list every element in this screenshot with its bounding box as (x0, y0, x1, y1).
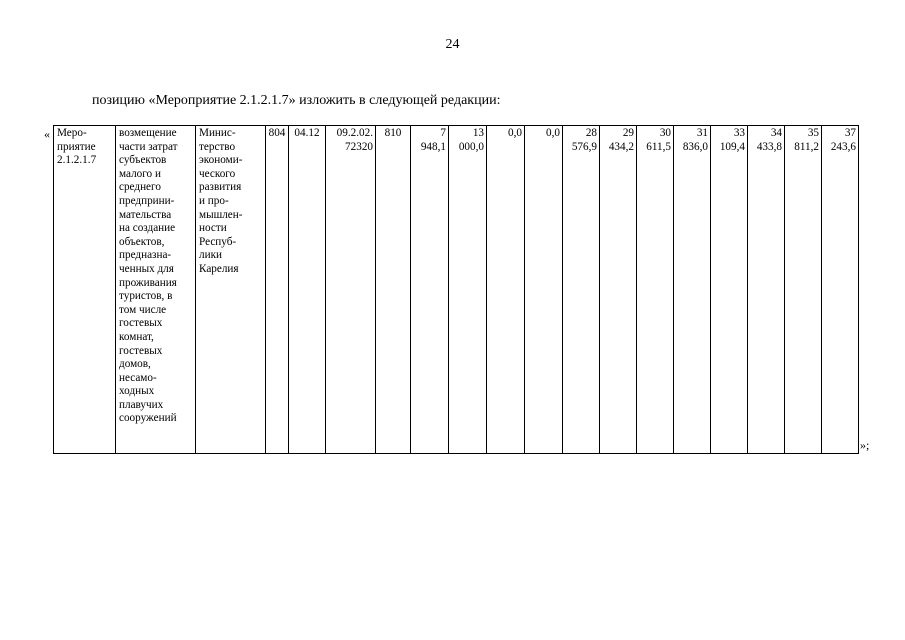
value-cell: 29 434,2 (600, 126, 637, 454)
table-row (54, 126, 859, 454)
measure-name-cell: Меро- приятие 2.1.2.1.7 (54, 126, 116, 454)
open-quote: « (44, 127, 50, 141)
value-cell: 13 000,0 (449, 126, 487, 454)
close-quote: »; (860, 438, 870, 452)
intro-text: позицию «Мероприятие 2.1.2.1.7» изложить в следующей редакции: (92, 93, 501, 108)
value-cell: 0,0 (525, 126, 563, 454)
csr-cell: 09.2.02. 72320 (326, 126, 376, 454)
value-cell: 7 948,1 (411, 126, 449, 454)
value-cell: 33 109,4 (711, 126, 748, 454)
measure-table (53, 125, 859, 454)
value-cell: 35 811,2 (785, 126, 822, 454)
value-cell: 34 433,8 (748, 126, 785, 454)
value-cell: 37 243,6 (822, 126, 859, 454)
value-cell: 31 836,0 (674, 126, 711, 454)
value-cell: 0,0 (487, 126, 525, 454)
executor-cell: Минис- терство экономи- ческого развития и про- мышлен- ности Респуб- лики Карелия (196, 126, 266, 454)
rzpr-cell: 04.12 (289, 126, 326, 454)
vr-cell: 810 (376, 126, 411, 454)
value-cell: 30 611,5 (637, 126, 674, 454)
page-number: 24 (445, 37, 460, 52)
measure-description-cell: возмещение части затрат субъектов малого и среднего предприни- мательства на создание объектов, предназна- ченных для проживания туристов, в том числе гостевых комнат, гостевых домов, несамо- ходных плавучих сооружений (116, 126, 196, 454)
grbs-cell: 804 (266, 126, 289, 454)
value-cell: 28 576,9 (563, 126, 600, 454)
